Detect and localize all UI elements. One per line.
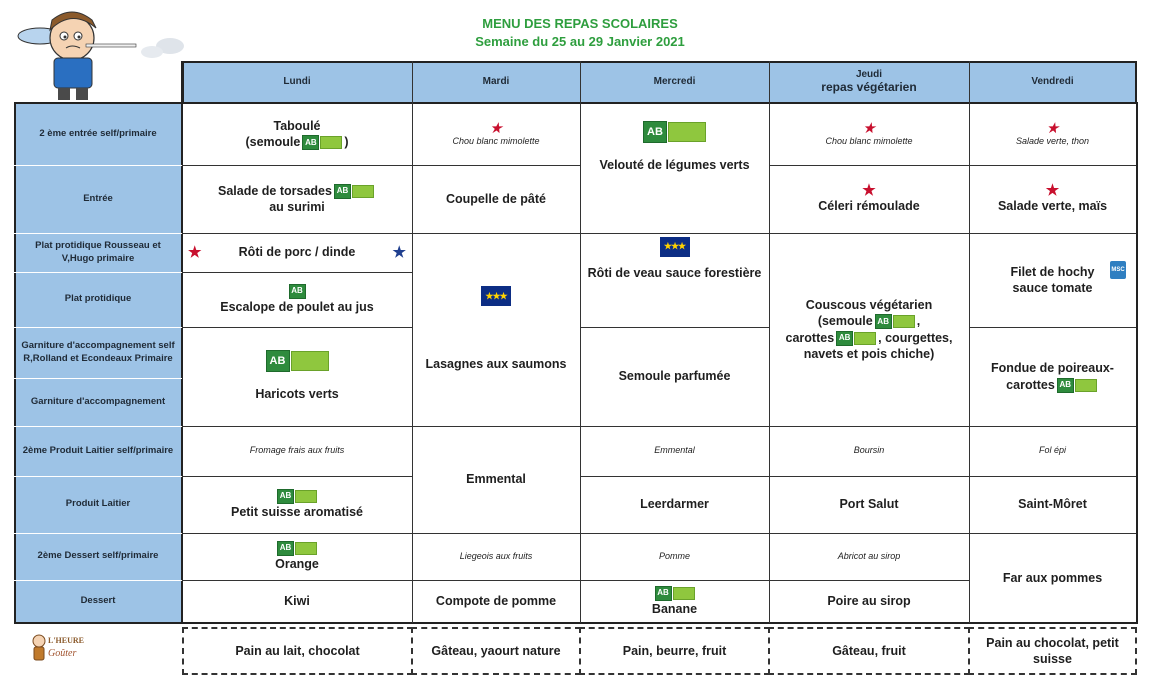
grid-line (969, 61, 970, 103)
grid-line (412, 165, 580, 166)
label-rouge-star-icon: ★ (489, 119, 503, 137)
grid-line (14, 533, 182, 534)
grid-line (182, 327, 412, 328)
grid-line (412, 533, 580, 534)
menu-cell-lundi-entree2: Taboulé (semoule AB ) (245, 118, 349, 149)
menu-cell-lundi-dessert2: AB Orange (182, 533, 412, 580)
menu-cell-lundi-dessert: Kiwi (284, 594, 310, 609)
organic-ab-logo: AB (875, 314, 915, 329)
grid-line (14, 580, 182, 581)
grid-line (14, 476, 182, 477)
grid-line (580, 476, 769, 477)
menu-cell-mardi-dessert2: Liegeois aux fruits (459, 550, 533, 561)
menu-cell-mercredi-dessert2: Pomme (658, 550, 690, 561)
row-label-dessert2: 2ème Dessert self/primaire (37, 550, 159, 562)
menu-cell-jeudi-laitier: Port Salut (839, 497, 899, 512)
menu-cell-mercredi-entree: AB Velouté de légumes verts (580, 103, 769, 233)
row-label-plat: Plat protidique (64, 293, 132, 305)
grid-line (969, 476, 1136, 477)
menu-cell-jeudi-entree: ★ Céleri rémoulade (818, 182, 920, 214)
menu-cell-jeudi-dessert: Poire au sirop (827, 594, 911, 609)
day-header-jeudi: Jeudi repas végétarien (821, 69, 917, 94)
day-header-lundi: Lundi (283, 76, 311, 88)
page-subtitle: Semaine du 25 au 29 Janvier 2021 (475, 34, 685, 49)
eu-organic-logo: ★★★ (660, 237, 690, 257)
grid-line (580, 61, 581, 103)
row-label-laitier: Produit Laitier (65, 498, 131, 510)
day-header-vendredi: Vendredi (1031, 76, 1074, 88)
grid-line (412, 580, 580, 581)
grid-line (769, 165, 969, 166)
menu-cell-mercredi-garniture: Semoule parfumée (618, 369, 731, 384)
vegetarian-note: repas végétarien (821, 79, 917, 94)
menu-cell-vendredi-garniture: Fondue de poireaux- carottes AB (991, 361, 1114, 392)
page-title: MENU DES REPAS SCOLAIRES (482, 16, 678, 31)
menu-cell-mardi-dessert: Compote de pomme (435, 594, 557, 609)
label-rouge-star-icon: ★ (1045, 182, 1060, 200)
organic-ab-logo: AB (302, 135, 342, 150)
grid-line (412, 426, 580, 427)
menu-cell-mercredi-plat: ★★★ Rôti de veau sauce forestière (580, 233, 769, 327)
organic-ab-logo: AB (289, 284, 306, 299)
menu-cell-mardi-laitier: Emmental (466, 472, 526, 487)
menu-cell-mercredi-laitier: Leerdarmer (640, 497, 709, 512)
menu-cell-lundi-plat-rousseau: ★ Rôti de porc / dinde ★ (188, 244, 406, 261)
gouter-cell-vendredi: Pain au chocolat, petit suisse (968, 627, 1137, 675)
row-label-entree: Entrée (83, 192, 113, 204)
menu-cell-jeudi-laitier2: Boursin (853, 445, 885, 456)
label-rouge-star-icon: ★ (188, 244, 202, 261)
grid-line (580, 103, 581, 623)
menu-cell-vendredi-plat: Filet de hochy sauce tomate (1010, 264, 1095, 295)
grid-line (969, 327, 1136, 328)
grid-line (412, 103, 413, 623)
grid-line (14, 426, 182, 427)
grid-line (412, 61, 413, 103)
grid-line (769, 533, 969, 534)
row-label-garniture-self: Garniture d'accompagnement self R,Rolland et Econdeaux Primaire (21, 340, 175, 364)
grid-line (580, 533, 769, 534)
grid-line (182, 533, 412, 534)
heure-gouter-logo: L'HEURE Goûter (30, 630, 85, 670)
eu-organic-logo: ★★★ (481, 286, 511, 306)
grid-line (182, 426, 412, 427)
menu-cell-lundi-laitier: AB Petit suisse aromatisé (182, 476, 412, 533)
grid-line (969, 533, 1136, 534)
grid-line (769, 580, 969, 581)
row-label-plat-rousseau: Plat protidique Rousseau et V,Hugo primaire (35, 240, 161, 264)
grid-line (14, 272, 182, 273)
menu-cell-vendredi-entree2: ★ Salade verte, thon (1015, 119, 1090, 146)
grid-line (14, 165, 182, 166)
organic-ab-logo: AB (266, 350, 329, 372)
msc-fish-icon: MSC (1110, 258, 1126, 276)
grid-line (580, 580, 769, 581)
label-rouge-star-icon: ★ (1045, 119, 1060, 137)
grid-line (969, 426, 1136, 427)
menu-cell-mardi-entree2: ★ Chou blanc mimolette (452, 119, 540, 146)
menu-cell-lundi-plat: AB Escalope de poulet au jus (182, 272, 412, 327)
menu-cell-jeudi-dessert2: Abricot au sirop (837, 550, 901, 561)
menu-cell-jeudi-plat: Couscous végétarien (semoule AB , carottes AB , courgettes, navets et pois chiche) (785, 298, 953, 361)
grid-line (969, 103, 970, 623)
label-column-divider (181, 61, 183, 624)
mascot-illustration (12, 8, 187, 103)
row-label-laitier2: 2ème Produit Laitier self/primaire (22, 444, 174, 456)
menu-cell-mercredi-laitier2: Emmental (654, 445, 695, 456)
label-rouge-star-icon: ★ (392, 244, 406, 261)
grid-line (580, 426, 769, 427)
grid-line (580, 233, 769, 234)
grid-line (182, 580, 412, 581)
grid-line (14, 233, 182, 234)
menu-cell-lundi-garniture: AB Haricots verts (182, 327, 412, 426)
menu-cell-vendredi-entree: ★ Salade verte, maïs (997, 182, 1108, 214)
organic-ab-logo: AB (643, 121, 706, 143)
grid-line (182, 165, 412, 166)
menu-cell-mardi-entree: Coupelle de pâté (445, 191, 547, 206)
label-rouge-star-icon: ★ (862, 119, 876, 137)
grid-line (182, 272, 412, 273)
grid-line (969, 233, 1136, 234)
organic-ab-logo: AB (1057, 378, 1097, 393)
menu-cell-vendredi-laitier2: Fol épi (1038, 445, 1066, 456)
menu-cell-lundi-laitier2: Fromage frais aux fruits (249, 445, 345, 456)
grid-line (580, 327, 769, 328)
grid-line (969, 165, 1136, 166)
grid-line (14, 378, 182, 379)
row-label-entree2: 2 ème entrée self/primaire (39, 127, 157, 139)
grid-line (14, 327, 182, 328)
grid-line (182, 476, 412, 477)
gouter-cell-mardi: Gâteau, yaourt nature (411, 627, 581, 675)
menu-cell-lundi-entree: Salade de torsades AB au surimi (182, 165, 412, 233)
row-label-garniture: Garniture d'accompagnement (30, 395, 166, 407)
gouter-cell-lundi: Pain au lait, chocolat (182, 627, 413, 675)
organic-ab-logo: AB (655, 586, 695, 601)
grid-line (769, 476, 969, 477)
grid-line (769, 103, 770, 623)
organic-ab-logo: AB (836, 331, 876, 346)
gouter-cell-mercredi: Pain, beurre, fruit (579, 627, 770, 675)
label-rouge-star-icon: ★ (862, 182, 876, 200)
grid-line (412, 233, 580, 234)
day-header-mardi: Mardi (482, 76, 510, 88)
organic-ab-logo: AB (277, 541, 317, 556)
organic-ab-logo: AB (277, 489, 317, 504)
grid-line (769, 61, 770, 103)
organic-ab-logo: AB (334, 184, 374, 199)
menu-cell-vendredi-laitier: Saint-Môret (1018, 497, 1087, 512)
day-header-mercredi: Mercredi (653, 76, 696, 88)
header-outer-border (182, 61, 1137, 104)
grid-line (769, 233, 969, 234)
menu-cell-jeudi-entree2: ★ Chou blanc mimolette (825, 119, 913, 146)
grid-line (769, 426, 969, 427)
gouter-cell-jeudi: Gâteau, fruit (768, 627, 970, 675)
menu-cell-mardi-plat: ★★★ Lasagnes aux saumons (412, 233, 580, 426)
menu-cell-vendredi-dessert: Far aux pommes (1002, 570, 1103, 585)
row-label-dessert: Dessert (80, 595, 116, 607)
menu-cell-mercredi-dessert: AB Banane (580, 580, 769, 623)
grid-line (182, 233, 412, 234)
